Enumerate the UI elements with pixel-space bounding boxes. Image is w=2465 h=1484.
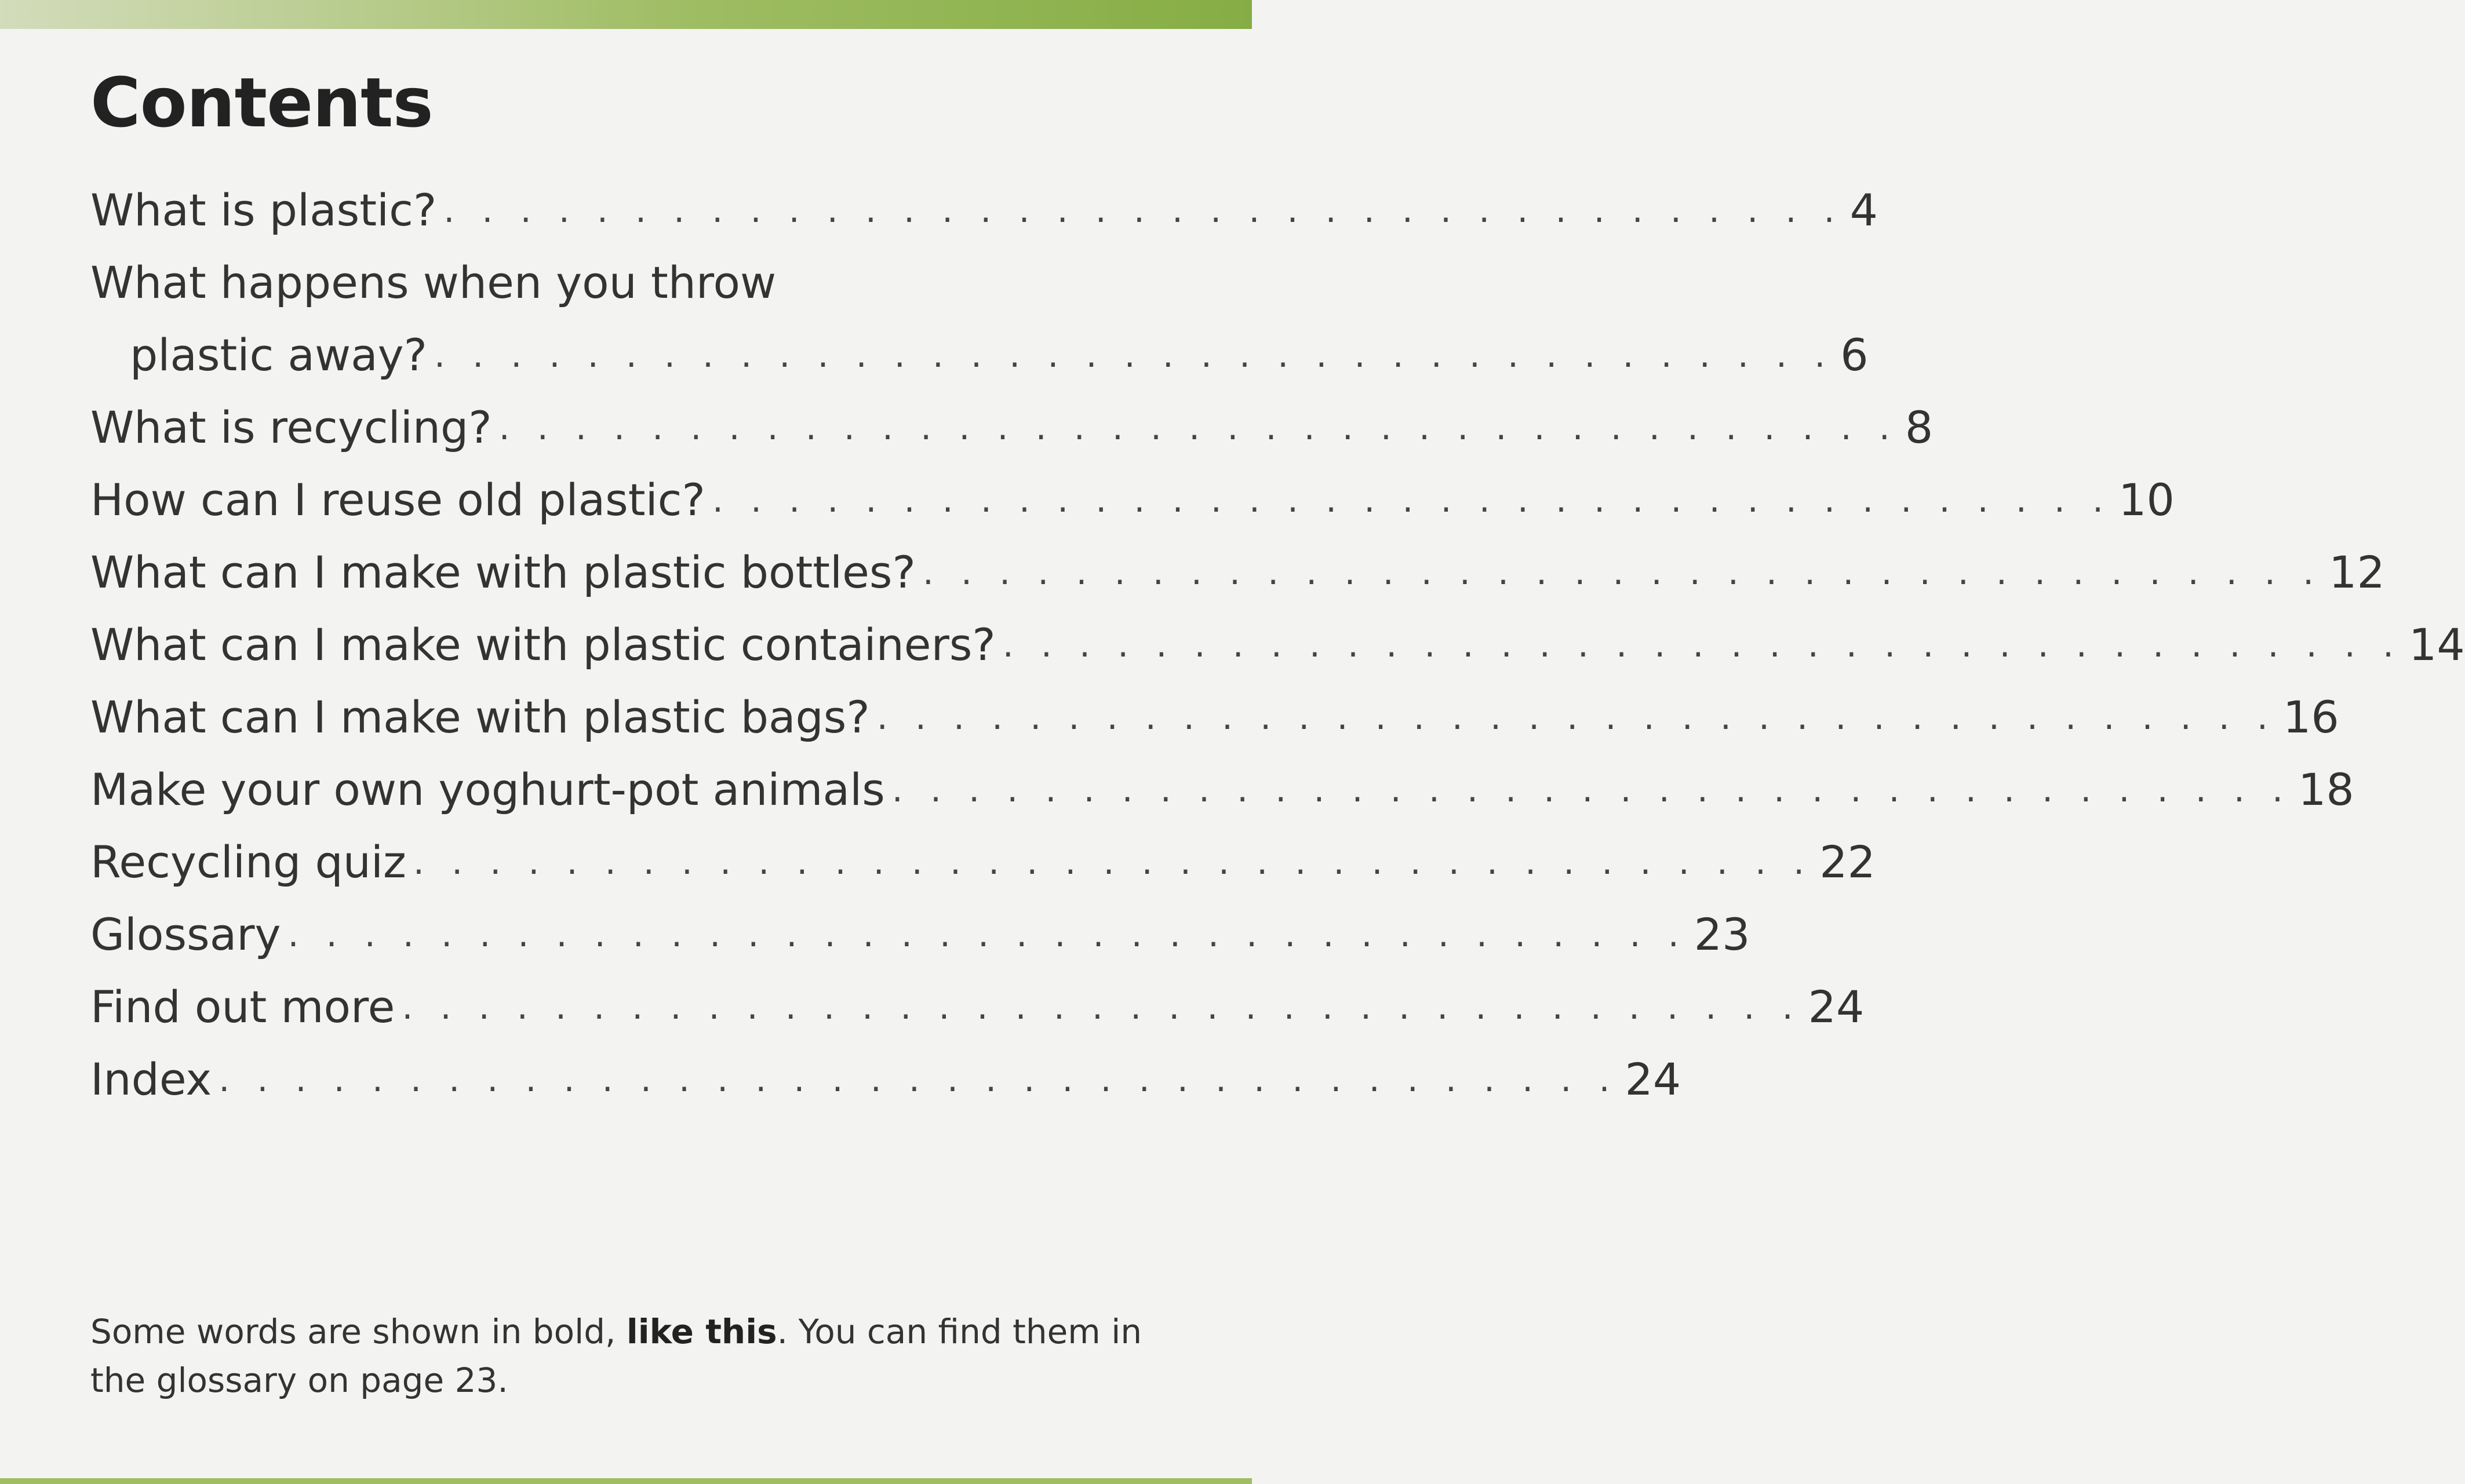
toc-dot-leader: . . . . . . . . . . . . . . . . . . . . . . . . . . . . . . . . . . . . . xyxy=(219,1059,1618,1100)
toc-dot-leader: . . . . . . . . . . . . . . . . . . . . . . . . . . . . . . . . . . . . . xyxy=(891,769,2292,810)
note-text-before: Some words are shown in bold, xyxy=(90,1312,627,1351)
toc-dot-leader: . . . . . . . . . . . . . . . . . . . . . . . . . . . . . . . . . . . . . xyxy=(876,697,2276,738)
toc-page-number: 16 xyxy=(2282,691,2339,743)
toc-entry-label: What is recycling? xyxy=(90,401,492,453)
toc-dot-leader: . . . . . . . . . . . . . . . . . . . . . . . . . . . . . . . . . . . . . xyxy=(712,479,2112,520)
toc-entry-plastic-bags xyxy=(90,681,2339,753)
toc-dot-leader: . . . . . . . . . . . . . . . . . . . . . . . . . . . . . . . . . . . . . xyxy=(434,334,1834,375)
toc-entry-what-happens-line2 xyxy=(90,319,1869,391)
toc-page-number: 14 xyxy=(2409,618,2465,670)
toc-page-number: 8 xyxy=(1905,401,1934,453)
toc-entry-plastic-containers xyxy=(90,608,2465,681)
toc-entry-index xyxy=(90,1043,1681,1115)
toc-entry-label: What can I make with plastic bags? xyxy=(90,691,870,743)
toc-page-number: 22 xyxy=(1819,836,1876,888)
toc-page-number: 10 xyxy=(2118,473,2175,526)
toc-entry-label: Make your own yoghurt-pot animals xyxy=(90,763,885,815)
toc-entry-label: How can I reuse old plastic? xyxy=(90,473,705,526)
toc-page-number: 12 xyxy=(2329,546,2385,598)
page-title: Contents xyxy=(90,63,433,143)
toc-dot-leader: . . . . . . . . . . . . . . . . . . . . . . . . . . . . . . . . . . . . . xyxy=(922,552,2322,593)
toc-dot-leader: . . . . . . . . . . . . . . . . . . . . . . . . . . . . . . . . . . . . . xyxy=(287,914,1687,955)
toc-page-number: 4 xyxy=(1849,184,1878,236)
toc-entry-label: What happens when you throw xyxy=(90,256,777,308)
toc-entry-label: Glossary xyxy=(90,908,281,960)
note-text-after: . You can find them in the glossary on page 23. xyxy=(90,1312,1142,1400)
toc-entry-label: What can I make with plastic bottles? xyxy=(90,546,916,598)
toc-page-number: 24 xyxy=(1808,980,1865,1033)
toc-entry-label: What is plastic? xyxy=(90,184,437,236)
toc-dot-leader: . . . . . . . . . . . . . . . . . . . . . . . . . . . . . . . . . . . . . xyxy=(498,407,1898,448)
note-bold-example: like this xyxy=(626,1312,777,1351)
toc-page-number: 24 xyxy=(1625,1053,1681,1105)
toc-page-number: 6 xyxy=(1840,329,1869,381)
toc-dot-leader: . . . . . . . . . . . . . . . . . . . . . . . . . . . . . . . . . . . . . xyxy=(443,189,1843,231)
toc-page-number: 18 xyxy=(2298,763,2354,815)
top-green-band xyxy=(0,0,1252,29)
toc-entry-what-is-plastic xyxy=(90,174,1878,246)
toc-entry-reuse-old-plastic xyxy=(90,464,2175,536)
toc-entry-label: Find out more xyxy=(90,980,395,1033)
toc-dot-leader: . . . . . . . . . . . . . . . . . . . . . . . . . . . . . . . . . . . . . xyxy=(402,986,1801,1027)
toc-entry-label: Index xyxy=(90,1053,212,1105)
toc-entry-recycling-quiz xyxy=(90,826,1876,898)
bold-words-note xyxy=(90,1307,1163,1405)
toc-entry-what-happens-line1 xyxy=(90,246,1133,319)
toc-entry-label: What can I make with plastic containers? xyxy=(90,618,996,670)
toc-entry-yoghurt-pot-animals xyxy=(90,753,2354,826)
toc-entry-find-out-more xyxy=(90,971,1865,1043)
toc-dot-leader: . . . . . . . . . . . . . . . . . . . . . . . . . . . . . . . . . . . . . xyxy=(413,841,1813,883)
bottom-green-band xyxy=(0,1478,1252,1484)
toc-entry-plastic-bottles xyxy=(90,536,2385,608)
toc-entry-label: Recycling quiz xyxy=(90,836,406,888)
toc-entry-label: plastic away? xyxy=(130,329,427,381)
toc-dot-leader: . . . . . . . . . . . . . . . . . . . . . . . . . . . . . . . . . . . . . xyxy=(1002,624,2402,665)
table-of-contents xyxy=(90,174,2465,1115)
toc-entry-what-is-recycling xyxy=(90,391,1934,464)
toc-entry-glossary xyxy=(90,898,1750,971)
toc-page-number: 23 xyxy=(1694,908,1750,960)
